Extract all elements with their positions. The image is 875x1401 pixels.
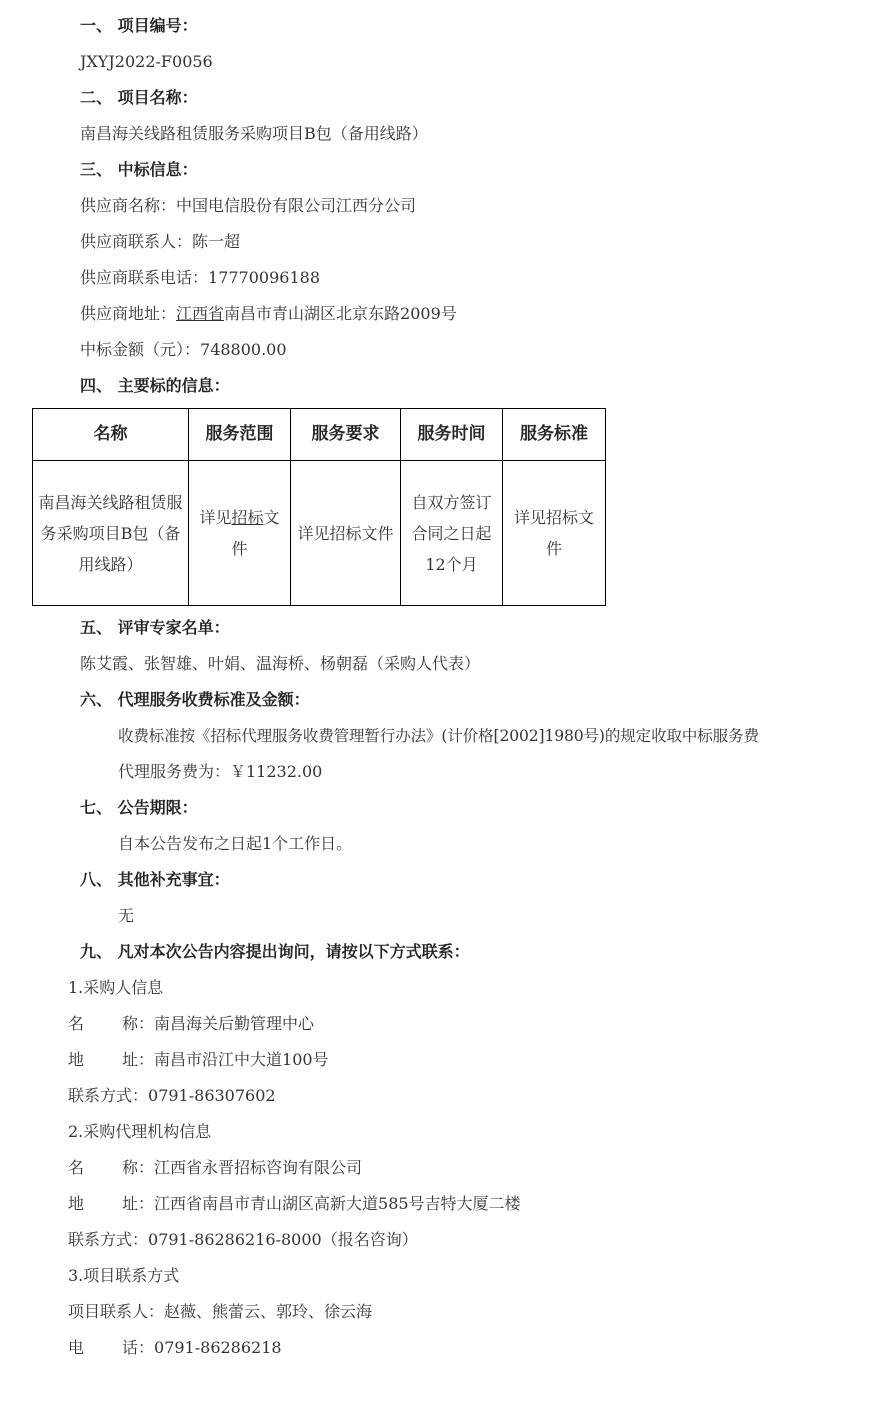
col-header-time: 服务时间 [401,409,503,461]
supplier-address-province: 江西省 [176,304,225,323]
project-phone: 0791-86286218 [154,1338,282,1357]
cell-standard: 详见招标文件 [503,461,606,606]
section-7-heading: 七、 公告期限： [80,798,198,817]
supplier-contact: 陈一超 [192,232,241,251]
notice-period: 自本公告发布之日起1个工作日。 [118,834,353,853]
agency-address: 江西省南昌市青山湖区高新大道585号吉特大厦二楼 [154,1194,521,1213]
project-contacts-label: 项目联系人： [68,1302,165,1321]
supplier-phone-line [80,267,320,289]
purchaser-name: 南昌海关后勤管理中心 [154,1014,315,1033]
supplier-name-label: 供应商名称： [80,196,177,215]
section-4-heading: 四、 主要标的信息： [80,376,230,395]
supplier-phone-label: 供应商联系电话： [80,268,209,287]
bid-amount-line [80,339,287,361]
table-header-row [33,409,606,461]
project-name: 南昌海关线路租赁服务采购项目B包（备用线路） [80,124,428,143]
supplier-address-rest: 南昌市青山湖区北京东路2009号 [224,304,457,323]
bid-amount-label: 中标金额（元）： [80,340,201,359]
project-phone-label-2: 话： [122,1338,155,1357]
agency-address-label-1: 地 [68,1194,85,1213]
supplier-contact-line [80,231,240,253]
purchaser-name-line [68,1013,314,1035]
col-header-requirement: 服务要求 [291,409,401,461]
purchaser-address-label-2: 址： [122,1050,155,1069]
project-number: JXYJ2022-F0056 [80,52,213,71]
section-3-heading: 三、 中标信息： [80,160,198,179]
agency-name-line [68,1157,362,1179]
project-phone-label-1: 电 [68,1338,85,1357]
agency-name-label-2: 称： [122,1158,155,1177]
project-contacts-line [68,1301,372,1323]
col-header-name: 名称 [33,409,189,461]
agency-name-label-1: 名 [68,1158,85,1177]
purchaser-name-label-1: 名 [68,1014,85,1033]
purchaser-contact-label: 联系方式： [68,1086,149,1105]
supplier-name-line [80,195,416,217]
cell-scope-pre: 详见 [199,508,232,527]
section-1-heading: 一、 项目编号： [80,16,198,35]
section-9-heading: 九、 凡对本次公告内容提出询问，请按以下方式联系： [80,942,470,961]
project-contact-title: 3.项目联系方式 [68,1266,180,1285]
expert-list: 陈艾霞、张智雄、叶娟、温海桥、杨朝磊（采购人代表） [80,654,481,673]
purchaser-name-label-2: 称： [122,1014,155,1033]
purchaser-contact-line [68,1085,276,1107]
agency-address-label-2: 址： [122,1194,155,1213]
project-contacts: 赵薇、熊蕾云、郭玲、徐云海 [164,1302,373,1321]
cell-time: 自双方签订合同之日起12个月 [401,461,503,606]
cell-name: 南昌海关线路租赁服务采购项目B包（备用线路） [33,461,189,606]
section-8-heading: 八、 其他补充事宜： [80,870,230,889]
section-5-heading: 五、 评审专家名单： [80,618,230,637]
supplier-contact-label: 供应商联系人： [80,232,193,251]
supplier-address-line [80,303,457,325]
agency-address-line [68,1193,521,1215]
supplier-phone: 17770096188 [208,268,320,287]
agency-contact-label: 联系方式： [68,1230,149,1249]
agency-info-title: 2.采购代理机构信息 [68,1122,212,1141]
other-matters: 无 [118,906,135,925]
bid-amount: 748800.00 [200,340,287,359]
col-header-standard: 服务标准 [503,409,606,461]
purchaser-address-label-1: 地 [68,1050,85,1069]
supplier-name: 中国电信股份有限公司江西分公司 [176,196,417,215]
cell-requirement: 详见招标文件 [291,461,401,606]
purchaser-contact: 0791-86307602 [148,1086,276,1105]
table-row [33,461,606,606]
subject-info-table [32,408,606,606]
agency-fee: 代理服务费为：￥11232.00 [118,762,323,781]
section-6-heading: 六、 代理服务收费标准及金额： [80,690,310,709]
supplier-address-label: 供应商地址： [80,304,177,323]
project-phone-line [68,1337,282,1359]
purchaser-address: 南昌市沿江中大道100号 [154,1050,329,1069]
fee-standard: 收费标准按《招标代理服务收费管理暂行办法》(计价格[2002]1980号)的规定收取中标服务费 [118,727,759,745]
cell-scope [189,461,291,606]
agency-name: 江西省永晋招标咨询有限公司 [154,1158,363,1177]
agency-contact-line [68,1229,418,1251]
section-2-heading: 二、 项目名称： [80,88,198,107]
purchaser-address-line [68,1049,329,1071]
cell-scope-underlined: 招标 [231,508,264,527]
col-header-scope: 服务范围 [189,409,291,461]
agency-contact: 0791-86286216-8000（报名咨询） [148,1230,418,1249]
purchaser-info-title: 1.采购人信息 [68,978,164,997]
cell-scope-post: 文件 [231,508,280,558]
